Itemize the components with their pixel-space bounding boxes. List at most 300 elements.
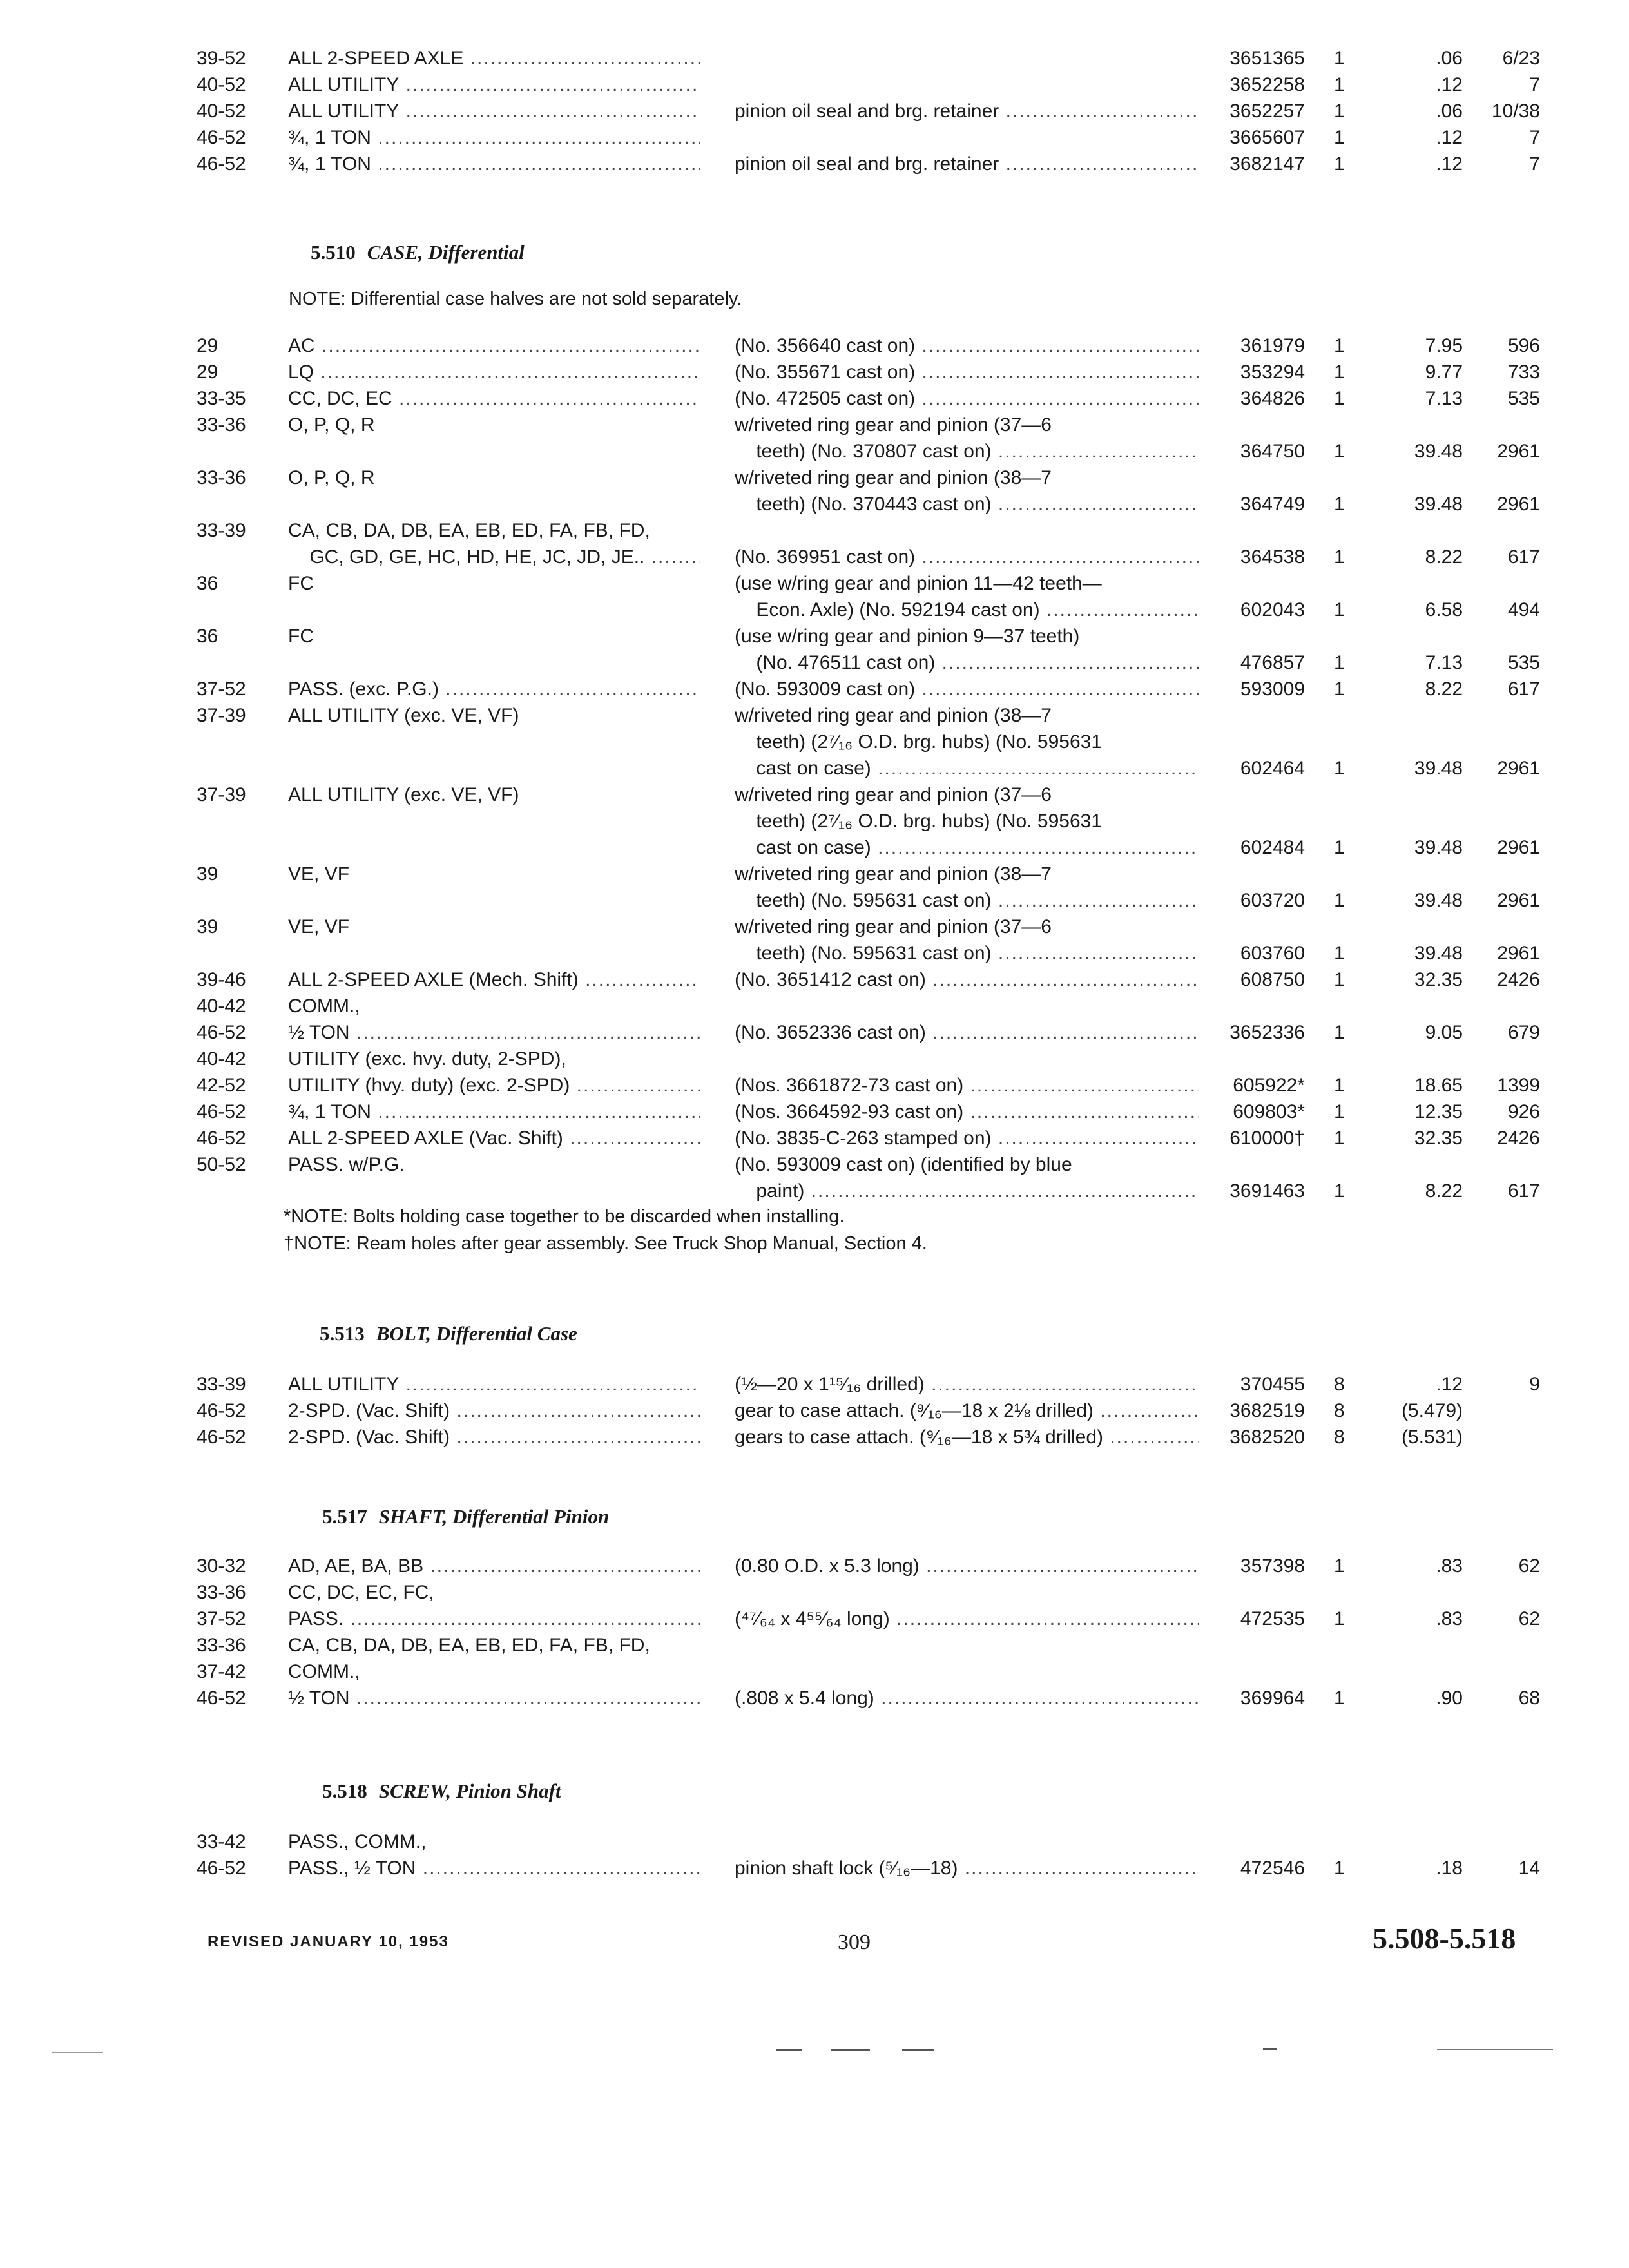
description-cell: Econ. Axle) (No. 592194 cast on) ..... [735, 597, 1199, 624]
table-row [0, 1019, 1629, 1046]
table-row [0, 1553, 1629, 1580]
model-cell: PASS. (exc. P.G.) ..... [288, 676, 700, 703]
year-range: 46-52 [197, 1687, 246, 1709]
table-row [0, 782, 1629, 809]
price: 39.48 [1414, 837, 1463, 858]
price: .12 [1436, 1374, 1463, 1395]
table-row [0, 151, 1629, 178]
price: 39.48 [1414, 943, 1463, 964]
quantity: 1 [1334, 335, 1345, 356]
table-row [0, 861, 1629, 888]
model-cell: ALL UTILITY ..... [288, 98, 700, 125]
price: .90 [1436, 1687, 1463, 1709]
description-cell: gear to case attach. (⁹⁄₁₆—18 x 2⅛ drilled) ..... [735, 1398, 1199, 1425]
year-range: 37-52 [197, 678, 246, 700]
part-number: 3652257 [1229, 101, 1305, 122]
description-cell: pinion shaft lock (⁵⁄₁₆—18) ..... [735, 1855, 1199, 1882]
description-cell: (.808 x 5.4 long) ..... [735, 1685, 1199, 1712]
price: .06 [1436, 48, 1463, 69]
model-cell: LQ ..... [288, 359, 700, 386]
quantity: 1 [1334, 1858, 1345, 1879]
year-range: 50-52 [197, 1154, 246, 1175]
table-row [0, 1685, 1629, 1712]
table-row [0, 702, 1629, 729]
model-cell: ALL 2-SPEED AXLE ..... [288, 45, 700, 72]
code: 2961 [1497, 758, 1540, 779]
description-cell: teeth) (No. 595631 cast on) ..... [735, 940, 1199, 967]
model-cell: GC, GD, GE, HC, HD, HE, JC, JD, JE.. ..... [288, 544, 700, 571]
model-cell: UTILITY (hvy. duty) (exc. 2-SPD) ..... [288, 1072, 700, 1099]
part-number: 369964 [1240, 1687, 1305, 1709]
scan-mark [831, 2049, 870, 2051]
part-number: 361979 [1240, 335, 1305, 356]
description-cell: teeth) (No. 595631 cast on) ..... [735, 887, 1199, 914]
code: 2961 [1497, 943, 1540, 964]
year-range: 33-39 [197, 520, 246, 541]
description-cell: (No. 593009 cast on) ..... [735, 676, 1199, 703]
table-row [0, 570, 1629, 597]
part-number: 364750 [1240, 441, 1305, 462]
part-number: 364826 [1240, 388, 1305, 409]
model-cell: UTILITY (exc. hvy. duty, 2-SPD), [288, 1048, 566, 1070]
description-cell: (No. 356640 cast on) ..... [735, 332, 1199, 360]
model-cell: ¾, 1 TON ..... [288, 151, 700, 178]
price: 7.13 [1425, 652, 1463, 673]
code: 14 [1518, 1858, 1540, 1879]
quantity: 1 [1334, 599, 1345, 620]
year-range: 33-36 [197, 467, 246, 488]
quantity: 1 [1334, 969, 1345, 990]
price: .83 [1436, 1608, 1463, 1629]
model-cell: 2-SPD. (Vac. Shift) ..... [288, 1424, 700, 1451]
part-number: 603720 [1240, 890, 1305, 911]
year-range: 46-52 [197, 1858, 246, 1879]
quantity: 1 [1334, 758, 1345, 779]
year-range: 39-52 [197, 48, 246, 69]
description-cell: teeth) (2⁷⁄₁₆ O.D. brg. hubs) (No. 595631 [735, 731, 1103, 753]
model-cell: ALL UTILITY ..... [288, 72, 700, 99]
year-range: 46-52 [197, 1101, 246, 1122]
year-range: 46-52 [197, 1427, 246, 1448]
quantity: 1 [1334, 678, 1345, 700]
price: .12 [1436, 153, 1463, 175]
year-range: 33-35 [197, 388, 246, 409]
year-range: 33-36 [197, 414, 246, 436]
year-range: 46-52 [197, 153, 246, 175]
price: 8.22 [1425, 678, 1463, 700]
table-row [0, 45, 1629, 72]
quantity: 8 [1334, 1427, 1345, 1448]
year-range: 33-42 [197, 1831, 246, 1852]
table-row [0, 1099, 1629, 1126]
table-row [0, 1125, 1629, 1152]
table-row [0, 1658, 1629, 1686]
part-number: 364538 [1240, 546, 1305, 568]
model-cell: ½ TON ..... [288, 1019, 700, 1046]
description-cell: teeth) (No. 370443 cast on) ..... [735, 491, 1199, 518]
description-cell: w/riveted ring gear and pinion (37—6 [735, 916, 1052, 937]
description-cell: (No. 3651412 cast on) ..... [735, 966, 1199, 994]
section-title-bolt [320, 1322, 577, 1345]
part-number: 472535 [1240, 1608, 1305, 1629]
footer-revised-date: REVISED JANUARY 10, 1953 [207, 1933, 449, 1950]
code: 494 [1507, 599, 1540, 620]
section-name: SHAFT, Differential Pinion [378, 1505, 610, 1528]
model-cell: PASS., COMM., [288, 1831, 427, 1852]
section-title-shaft [322, 1505, 609, 1528]
year-range: 40-42 [197, 995, 246, 1017]
code: 62 [1518, 1555, 1540, 1577]
table-row [0, 1151, 1629, 1178]
description-cell: cast on case) ..... [735, 755, 1199, 782]
description-cell: (No. 472505 cast on) ..... [735, 385, 1199, 412]
year-range: 37-39 [197, 784, 246, 805]
year-range: 42-52 [197, 1075, 246, 1096]
model-cell: ¾, 1 TON ..... [288, 1099, 700, 1126]
price: 18.65 [1414, 1075, 1463, 1096]
quantity: 1 [1334, 890, 1345, 911]
price: .83 [1436, 1555, 1463, 1577]
price: 8.22 [1425, 546, 1463, 568]
model-cell: COMM., [288, 995, 360, 1017]
table-row [0, 834, 1629, 861]
model-cell: CA, CB, DA, DB, EA, EB, ED, FA, FB, FD, [288, 520, 650, 541]
note-case-halves: NOTE: Differential case halves are not sold separately. [289, 289, 742, 309]
quantity: 1 [1334, 101, 1345, 122]
code: 7 [1529, 74, 1540, 95]
section-number: 5.518 [322, 1780, 367, 1802]
quantity: 1 [1334, 837, 1345, 858]
model-cell: VE, VF [288, 916, 350, 937]
quantity: 1 [1334, 1555, 1345, 1577]
price: 6.58 [1425, 599, 1463, 620]
part-number: 593009 [1240, 678, 1305, 700]
model-cell: FC [288, 573, 314, 594]
part-number: 3665607 [1229, 127, 1305, 148]
scan-mark [1437, 2049, 1553, 2050]
year-range: 30-32 [197, 1555, 246, 1577]
part-number: 609803* [1233, 1101, 1305, 1122]
price: 8.22 [1425, 1180, 1463, 1202]
description-cell: (use w/ring gear and pinion 9—37 teeth) [735, 626, 1080, 647]
quantity: 8 [1334, 1374, 1345, 1395]
year-range: 46-52 [197, 1022, 246, 1043]
year-range: 40-52 [197, 74, 246, 95]
model-cell: VE, VF [288, 863, 350, 885]
model-cell: CC, DC, EC ..... [288, 385, 700, 412]
table-row [0, 72, 1629, 99]
quantity: 1 [1334, 1687, 1345, 1709]
table-row [0, 887, 1629, 914]
year-range: 33-39 [197, 1374, 246, 1395]
part-number: 476857 [1240, 652, 1305, 673]
section-title-case [311, 241, 525, 264]
code: 2961 [1497, 837, 1540, 858]
section-name: BOLT, Differential Case [376, 1322, 577, 1345]
code: 733 [1507, 361, 1540, 383]
price: 7.13 [1425, 388, 1463, 409]
table-row [0, 465, 1629, 492]
code: 617 [1507, 1180, 1540, 1202]
table-row [0, 1398, 1629, 1425]
price: 32.35 [1414, 969, 1463, 990]
model-cell: ALL UTILITY (exc. VE, VF) [288, 784, 519, 805]
table-row [0, 332, 1629, 360]
price: 39.48 [1414, 758, 1463, 779]
table-row [0, 993, 1629, 1020]
footer-section-range: 5.508-5.518 [1373, 1922, 1516, 1955]
code: 6/23 [1502, 48, 1540, 69]
year-range: 36 [197, 573, 218, 594]
price: 9.05 [1425, 1022, 1463, 1043]
description-cell: (No. 3835-C-263 stamped on) ..... [735, 1125, 1199, 1152]
price: .12 [1436, 74, 1463, 95]
year-range: 40-42 [197, 1048, 246, 1070]
quantity: 1 [1334, 1608, 1345, 1629]
description-cell: (No. 369951 cast on) ..... [735, 544, 1199, 571]
footer-page-number: 309 [838, 1930, 871, 1954]
scan-mark [52, 2052, 103, 2053]
description-cell: (⁴⁷⁄₆₄ x 4⁵⁵⁄₆₄ long) ..... [735, 1606, 1199, 1633]
part-number: 602484 [1240, 837, 1305, 858]
description-cell: gears to case attach. (⁹⁄₁₆—18 x 5¾ drilled) ..... [735, 1424, 1199, 1451]
table-row [0, 649, 1629, 677]
table-row [0, 124, 1629, 151]
description-cell: paint) ..... [735, 1178, 1199, 1205]
quantity: 1 [1334, 943, 1345, 964]
description-cell: (Nos. 3661872-73 cast on) ..... [735, 1072, 1199, 1099]
code: 1399 [1497, 1075, 1540, 1096]
table-row [0, 808, 1629, 835]
part-number: 605922* [1233, 1075, 1305, 1096]
code: 7 [1529, 153, 1540, 175]
model-cell: ¾, 1 TON ..... [288, 124, 700, 151]
code: 62 [1518, 1608, 1540, 1629]
year-range: 46-52 [197, 1400, 246, 1421]
part-number: 603760 [1240, 943, 1305, 964]
quantity: 1 [1334, 652, 1345, 673]
table-row [0, 1579, 1629, 1606]
part-number: 602043 [1240, 599, 1305, 620]
model-cell: ALL UTILITY ..... [288, 1371, 700, 1398]
price: 12.35 [1414, 1101, 1463, 1122]
part-number: 357398 [1240, 1555, 1305, 1577]
model-cell: PASS., ½ TON ..... [288, 1855, 700, 1882]
quantity: 1 [1334, 361, 1345, 383]
table-row [0, 1424, 1629, 1451]
table-row [0, 597, 1629, 624]
code: 617 [1507, 678, 1540, 700]
table-row [0, 1855, 1629, 1882]
part-number: 610000† [1229, 1128, 1305, 1149]
part-number: 3651365 [1229, 48, 1305, 69]
table-row [0, 1178, 1629, 1205]
quantity: 1 [1334, 48, 1345, 69]
price: 9.77 [1425, 361, 1463, 383]
part-number: 3652258 [1229, 74, 1305, 95]
code: 7 [1529, 127, 1540, 148]
quantity: 1 [1334, 153, 1345, 175]
table-row [0, 98, 1629, 125]
description-cell: w/riveted ring gear and pinion (38—7 [735, 863, 1052, 885]
table-row [0, 676, 1629, 703]
section-name: CASE, Differential [367, 241, 525, 264]
table-row [0, 940, 1629, 967]
code: 2961 [1497, 494, 1540, 515]
model-cell: PASS. ..... [288, 1606, 700, 1633]
table-row [0, 914, 1629, 941]
table-row [0, 544, 1629, 571]
scan-mark [776, 2049, 802, 2051]
price: 32.35 [1414, 1128, 1463, 1149]
quantity: 1 [1334, 441, 1345, 462]
year-range: 37-52 [197, 1608, 246, 1629]
table-row [0, 1829, 1629, 1856]
table-row [0, 385, 1629, 412]
code: 9 [1529, 1374, 1540, 1395]
table-row [0, 1371, 1629, 1398]
table-row [0, 491, 1629, 518]
model-cell: ALL UTILITY (exc. VE, VF) [288, 705, 519, 726]
quantity: 1 [1334, 1101, 1345, 1122]
table-row [0, 966, 1629, 994]
description-cell: (½—20 x 1¹⁵⁄₁₆ drilled) ..... [735, 1371, 1199, 1398]
code: 2426 [1497, 969, 1540, 990]
description-cell: (No. 355671 cast on) ..... [735, 359, 1199, 386]
part-number: 3652336 [1229, 1022, 1305, 1043]
description-cell: teeth) (No. 370807 cast on) ..... [735, 438, 1199, 465]
price: 39.48 [1414, 890, 1463, 911]
part-number: 602464 [1240, 758, 1305, 779]
description-cell: w/riveted ring gear and pinion (37—6 [735, 414, 1052, 436]
code: 596 [1507, 335, 1540, 356]
year-range: 33-36 [197, 1635, 246, 1656]
part-number: 608750 [1240, 969, 1305, 990]
code: 68 [1518, 1687, 1540, 1709]
part-number: 3682519 [1229, 1400, 1305, 1421]
description-cell: (0.80 O.D. x 5.3 long) ..... [735, 1553, 1199, 1580]
quantity: 1 [1334, 388, 1345, 409]
table-row [0, 1606, 1629, 1633]
section-title-screw [322, 1780, 561, 1803]
model-cell: 2-SPD. (Vac. Shift) ..... [288, 1398, 700, 1425]
code: 2961 [1497, 890, 1540, 911]
table-row [0, 729, 1629, 756]
model-cell: COMM., [288, 1661, 360, 1682]
table-row [0, 623, 1629, 650]
year-range: 39-46 [197, 969, 246, 990]
note-ream: †NOTE: Ream holes after gear assembly. See Truck Shop Manual, Section 4. [284, 1233, 927, 1254]
description-cell: pinion oil seal and brg. retainer ..... [735, 151, 1199, 178]
year-range: 37-42 [197, 1661, 246, 1682]
year-range: 33-36 [197, 1582, 246, 1603]
model-cell: ½ TON ..... [288, 1685, 700, 1712]
price: (5.531) [1401, 1427, 1463, 1448]
price: 7.95 [1425, 335, 1463, 356]
description-cell: (No. 3652336 cast on) ..... [735, 1019, 1199, 1046]
description-cell: (No. 476511 cast on) ..... [735, 649, 1199, 677]
section-number: 5.517 [322, 1505, 367, 1528]
quantity: 1 [1334, 494, 1345, 515]
year-range: 29 [197, 335, 218, 356]
code: 535 [1507, 652, 1540, 673]
model-cell: ALL 2-SPEED AXLE (Mech. Shift) ..... [288, 966, 700, 994]
quantity: 8 [1334, 1400, 1345, 1421]
price: .12 [1436, 127, 1463, 148]
table-row [0, 359, 1629, 386]
table-row [0, 1072, 1629, 1099]
description-cell: w/riveted ring gear and pinion (38—7 [735, 705, 1052, 726]
quantity: 1 [1334, 546, 1345, 568]
year-range: 39 [197, 863, 218, 885]
code: 2426 [1497, 1128, 1540, 1149]
model-cell: AD, AE, BA, BB ..... [288, 1553, 700, 1580]
quantity: 1 [1334, 1022, 1345, 1043]
description-cell: teeth) (2⁷⁄₁₆ O.D. brg. hubs) (No. 595631 [735, 811, 1103, 832]
description-cell: w/riveted ring gear and pinion (38—7 [735, 467, 1052, 488]
part-number: 370455 [1240, 1374, 1305, 1395]
year-range: 37-39 [197, 705, 246, 726]
code: 679 [1507, 1022, 1540, 1043]
model-cell: CA, CB, DA, DB, EA, EB, ED, FA, FB, FD, [288, 1635, 650, 1656]
model-cell: O, P, Q, R [288, 414, 375, 436]
part-number: 353294 [1240, 361, 1305, 383]
scan-mark [1263, 2048, 1277, 2050]
table-row [0, 1632, 1629, 1659]
year-range: 46-52 [197, 1128, 246, 1149]
year-range: 36 [197, 626, 218, 647]
table-row [0, 755, 1629, 782]
table-row [0, 517, 1629, 544]
section-number: 5.510 [311, 241, 356, 264]
description-cell: cast on case) ..... [735, 834, 1199, 861]
model-cell: O, P, Q, R [288, 467, 375, 488]
code: 926 [1507, 1101, 1540, 1122]
year-range: 40-52 [197, 101, 246, 122]
model-cell: ALL 2-SPEED AXLE (Vac. Shift) ..... [288, 1125, 700, 1152]
year-range: 29 [197, 361, 218, 383]
year-range: 39 [197, 916, 218, 937]
part-number: 3682147 [1229, 153, 1305, 175]
description-cell: (No. 593009 cast on) (identified by blue [735, 1154, 1072, 1175]
model-cell: AC ..... [288, 332, 700, 360]
code: 10/38 [1491, 101, 1540, 122]
part-number: 3682520 [1229, 1427, 1305, 1448]
description-cell: (Nos. 3664592-93 cast on) ..... [735, 1099, 1199, 1126]
table-row [0, 412, 1629, 439]
code: 535 [1507, 388, 1540, 409]
part-number: 3691463 [1229, 1180, 1305, 1202]
table-row [0, 1046, 1629, 1073]
quantity: 1 [1334, 1180, 1345, 1202]
price: .06 [1436, 101, 1463, 122]
price: 39.48 [1414, 441, 1463, 462]
quantity: 1 [1334, 1075, 1345, 1096]
quantity: 1 [1334, 74, 1345, 95]
price: (5.479) [1401, 1400, 1463, 1421]
model-cell: CC, DC, EC, FC, [288, 1582, 434, 1603]
model-cell: PASS. w/P.G. [288, 1154, 405, 1175]
table-row [0, 438, 1629, 465]
part-number: 472546 [1240, 1858, 1305, 1879]
code: 2961 [1497, 441, 1540, 462]
description-cell: (use w/ring gear and pinion 11—42 teeth— [735, 573, 1102, 594]
code: 617 [1507, 546, 1540, 568]
scan-mark [902, 2049, 934, 2051]
year-range: 46-52 [197, 127, 246, 148]
price: .18 [1436, 1858, 1463, 1879]
price: 39.48 [1414, 494, 1463, 515]
